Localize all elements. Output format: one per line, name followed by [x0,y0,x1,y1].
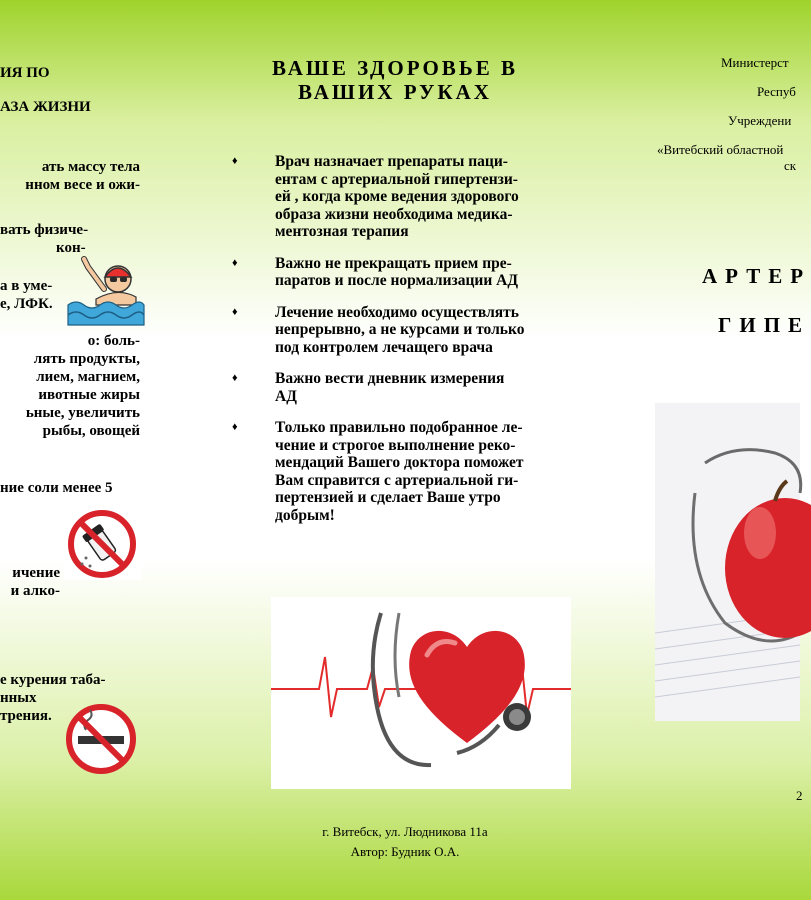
list-line: АД [275,387,297,405]
left-text-line: вать физиче- [0,222,89,238]
right-text-line: «Витебский областной [657,142,784,157]
left-text-line: ивотные жиры [38,387,140,403]
left-text-line: и алко- [10,583,60,599]
right-title-2: ГИПЕ [718,313,811,337]
list-line: Лечение необходимо осуществлять [275,303,519,321]
apple-stethoscope-image [655,403,800,721]
right-year-fragment: 2 [796,788,803,803]
left-paragraph-diet [0,332,140,440]
list-line: чение и строгое выполнение реко- [275,436,516,454]
title-line: ВАШИХ РУКАХ [298,80,492,104]
right-text-line: Министерст [721,55,789,70]
heart-stethoscope-image [271,597,571,789]
left-text-line: о: боль- [87,333,140,349]
list-line: образа жизни необходима медика- [275,205,513,223]
advice-list [232,153,570,538]
list-line: ментозная терапия [275,223,409,240]
right-text-line: Учреждени [728,113,792,128]
bullet-icon: ♦ [232,256,238,269]
left-heading-1: ИЯ ПО [0,65,50,81]
right-text-line: ск [784,158,797,173]
footer-info [271,822,539,862]
right-title-1: АРТЕР [702,264,811,288]
left-text-line: ать массу тела [41,159,140,175]
no-salt-icon [64,506,142,580]
left-heading-2: АЗА ЖИЗНИ [0,99,91,115]
list-line: непрерывно, а не курсами и только [275,321,525,338]
left-text-line: ьные, увеличить [25,405,140,421]
no-smoking-icon [64,702,138,776]
left-text-line: трения. [0,708,52,724]
list-line: добрым! [275,506,335,524]
list-item [232,419,570,524]
left-text-line: ние соли менее 5 [0,480,113,496]
bullet-icon: ♦ [232,305,238,318]
list-line: мендаций Вашего доктора поможет [275,454,524,471]
left-text-line: ичение [12,565,60,581]
bullet-icon: ♦ [232,372,238,384]
left-text-line: кон- [56,240,86,256]
list-item [232,255,570,290]
left-paragraph-alcohol [0,564,60,600]
list-item [232,370,570,405]
right-text-line: Респуб [757,84,796,99]
left-text-line: а в уме- [0,278,53,294]
left-text-line: лием, магнием, [36,369,140,385]
title-line: ВАШЕ ЗДОРОВЬЕ В [272,56,518,80]
left-paragraph-salt [0,479,113,497]
bullet-icon: ♦ [232,155,238,167]
list-line: паратов и после нормализации АД [275,272,519,289]
left-text-line: нных [0,690,37,706]
swimmer-icon [66,255,144,325]
author: Автор: Будник О.А. [350,844,460,859]
list-line: ей , когда кроме ведения здорового [275,188,519,205]
list-line: Вам справится с артериальной ги- [275,471,519,489]
list-line: под контролем лечащего врача [275,338,493,356]
left-text-line: е, ЛФК. [0,296,53,312]
left-text-line: лять продукты, [33,351,140,367]
list-item [232,153,570,241]
list-line: Важно не прекращать прием пре- [275,254,512,272]
left-text-line: рыбы, овощей [42,423,140,439]
left-paragraph-weight [0,158,140,194]
left-text-line: нном весе и ожи- [25,177,140,193]
middle-title [230,56,560,104]
list-item [232,304,570,357]
address: г. Витебск, ул. Людникова 11а [322,824,488,839]
left-text-line: е курения таба- [0,672,106,688]
left-paragraph-exercise [0,277,53,313]
list-line: Только правильно подобранное ле- [275,419,523,436]
list-line: Врач назначает препараты паци- [275,153,508,170]
list-line: Важно вести дневник измерения [275,370,505,387]
bullet-icon: ♦ [232,421,238,433]
left-paragraph-activity [0,221,88,257]
list-line: пертензией и сделает Ваше утро [275,489,501,506]
list-line: ентам с артериальной гипертензи- [275,170,518,188]
